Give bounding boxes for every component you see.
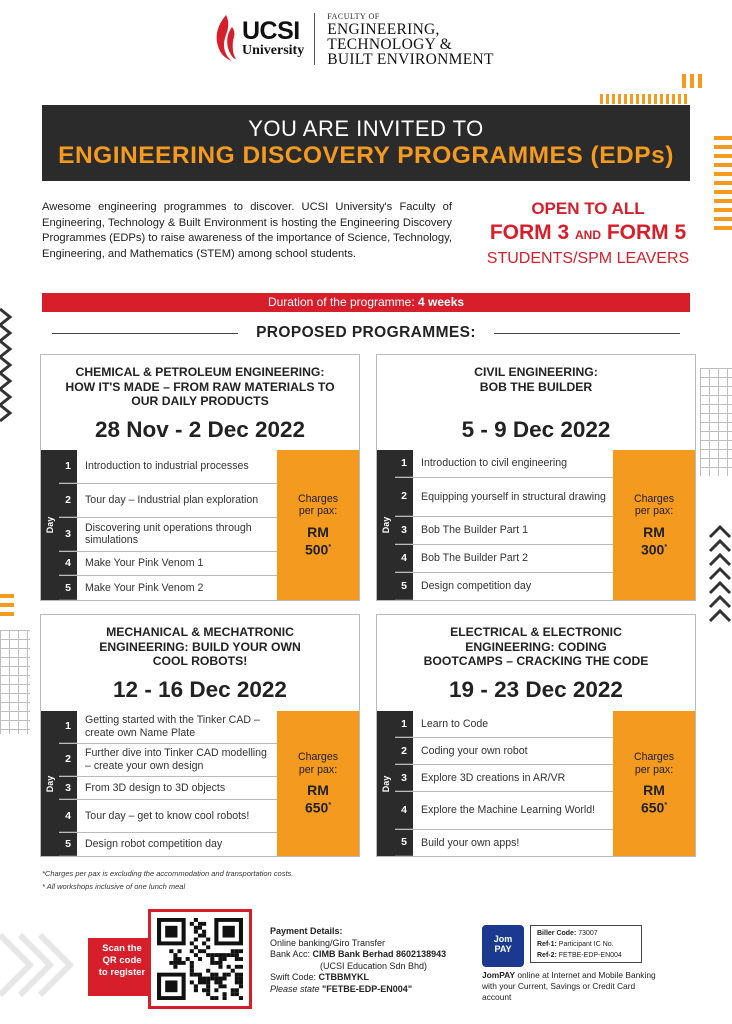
- price-asterisk: *: [664, 802, 668, 810]
- faculty-of-label: FACULTY OF: [327, 11, 380, 21]
- schedule-row: [395, 792, 613, 830]
- day-number: 2: [59, 744, 77, 776]
- day-number: 3: [395, 765, 413, 791]
- charges-label: Charges: [633, 492, 675, 505]
- day-number: 3: [59, 518, 77, 551]
- day-activity: Learn to Code: [421, 717, 489, 730]
- schedule-row: [59, 450, 277, 484]
- price-asterisk: *: [328, 802, 332, 810]
- payment-details: [270, 926, 446, 995]
- day-activity: Build your own apps!: [421, 836, 520, 849]
- price-amount: [305, 798, 331, 816]
- logo-university-text: University: [242, 43, 305, 58]
- programme-title-line: ELECTRICAL & ELECTRONIC: [450, 625, 622, 639]
- day-activity: Coding your own robot: [421, 744, 528, 757]
- day-number: 2: [59, 484, 77, 517]
- day-number: 2: [395, 478, 413, 516]
- day-number: 1: [59, 450, 77, 483]
- scan-qr-line-1: Scan the: [102, 943, 142, 954]
- ref-1: [537, 939, 635, 950]
- logo-divider: [314, 13, 315, 65]
- open-to-all-text: OPEN TO ALL: [531, 199, 645, 218]
- schedule-row: [395, 573, 613, 600]
- schedule-row: [395, 517, 613, 545]
- schedule-table: [41, 450, 359, 600]
- chevron-decoration-right: [706, 525, 732, 635]
- day-number: 5: [395, 573, 413, 600]
- scan-qr-line-2: QR code: [102, 955, 142, 966]
- day-column: [41, 711, 59, 856]
- programme-title-line: COOL ROBOTS!: [152, 654, 248, 668]
- schedule-table: [377, 711, 695, 856]
- bank-account: [270, 949, 446, 961]
- day-activity: Further dive into Tinker CAD modelling – create your own design: [85, 747, 267, 772]
- programme-title-line: BOOTCAMPS – CRACKING THE CODE: [423, 654, 649, 668]
- heading-rule-right: [494, 333, 680, 334]
- schedule-rows: [395, 450, 613, 600]
- day-activity: Explore the Machine Learning World!: [421, 804, 596, 817]
- day-activity: Introduction to civil engineering: [421, 457, 568, 470]
- day-activity: Explore 3D creations in AR/VR: [421, 772, 566, 785]
- swift-code: [270, 972, 446, 984]
- jompay-desc-bold: JomPAY: [482, 970, 516, 980]
- heading-rule-left: [52, 333, 238, 334]
- footnote-charges: *Charges per pax is excluding the accommodation and transportation costs.: [42, 869, 294, 878]
- day-activity: Make Your Pink Venom 2: [85, 581, 204, 594]
- ucsi-flame-icon: [212, 13, 238, 65]
- price-amount: [641, 540, 667, 558]
- charges-label: Charges: [297, 751, 339, 764]
- faculty-line-1: ENGINEERING,: [327, 20, 440, 38]
- programme-card-mechanical-mechatronic: [40, 614, 360, 857]
- day-column: [41, 450, 59, 600]
- account-name: (UCSI Education Sdn Bhd): [320, 960, 428, 971]
- day-activity: Bob The Builder Part 2: [421, 552, 528, 565]
- day-activity: From 3D design to 3D objects: [85, 781, 226, 794]
- biller-code-label: Biller Code:: [537, 930, 579, 937]
- jompay-description: [482, 970, 657, 1003]
- ref2-value: FETBE-EDP-EN004: [558, 952, 622, 959]
- scan-qr-line-3: to register: [98, 967, 146, 978]
- schedule-row: [395, 450, 613, 478]
- logo-ucsi-text: UCSI: [242, 17, 300, 45]
- eligibility-callout: [468, 198, 708, 269]
- footnote-meal: * All workshops inclusive of one lunch meal: [42, 882, 186, 891]
- qr-code[interactable]: [148, 909, 252, 1009]
- faculty-line-2: TECHNOLOGY &: [327, 35, 453, 53]
- day-label: Day: [381, 775, 391, 792]
- day-number: 1: [395, 711, 413, 737]
- price-value: 300: [640, 541, 665, 558]
- charges-box: [277, 450, 359, 600]
- schedule-row: [395, 545, 613, 573]
- faculty-line-3: BUILT ENVIRONMENT: [327, 50, 494, 68]
- day-label: Day: [45, 516, 55, 534]
- programme-card-chemical-petroleum: [40, 354, 360, 601]
- charges-label: Charges: [297, 492, 339, 505]
- payment-method: Online banking/Giro Transfer: [270, 937, 386, 948]
- qr-register-block: [88, 907, 253, 1009]
- price-amount: [305, 540, 331, 558]
- payment-heading: Payment Details:: [270, 926, 343, 936]
- proposed-programmes-title: PROPOSED PROGRAMMES:: [256, 324, 476, 341]
- price-amount: [641, 798, 667, 816]
- payment-reference: [270, 984, 446, 996]
- day-number: 5: [395, 830, 413, 856]
- footnotes: [42, 867, 293, 893]
- day-activity: Design competition day: [421, 580, 532, 593]
- banner-invite-text: YOU ARE INVITED TO: [248, 116, 484, 141]
- and-text: AND: [575, 228, 601, 242]
- day-number: 5: [59, 833, 77, 856]
- programme-title-line: BOB THE BUILDER: [479, 379, 593, 394]
- schedule-row: [395, 711, 613, 738]
- programme-title: [41, 365, 359, 409]
- programme-title-line: CHEMICAL & PETROLEUM ENGINEERING:: [75, 365, 325, 379]
- price-asterisk: *: [328, 543, 332, 551]
- per-pax-label: per pax:: [298, 763, 338, 776]
- biller-code-value: 73007: [578, 930, 598, 937]
- schedule-rows: [59, 450, 277, 600]
- grid-decoration-right: [700, 368, 732, 476]
- day-number: 4: [59, 552, 77, 576]
- jompay-desc-text: online at Internet and Mobile Banking with your Current, Savings or Credit Card account: [482, 970, 656, 1002]
- schedule-row: [59, 552, 277, 577]
- jompay-logo-top: Jom: [493, 934, 513, 944]
- banner-programme-title: ENGINEERING DISCOVERY PROGRAMMES (EDPs): [58, 142, 674, 169]
- day-activity: Introduction to industrial processes: [85, 460, 249, 473]
- charges-box: [277, 711, 359, 856]
- day-activity: Getting started with the Tinker CAD – create own Name Plate: [85, 714, 260, 739]
- schedule-table: [41, 711, 359, 856]
- scan-qr-label: [88, 938, 156, 996]
- students-text: STUDENTS/SPM LEAVERS: [486, 250, 690, 267]
- day-column: [377, 711, 395, 856]
- schedule-row: [59, 800, 277, 833]
- swift-label: Swift Code:: [270, 972, 319, 982]
- orange-bar-decoration: [682, 74, 704, 88]
- chevron-decoration-left: [0, 305, 14, 435]
- ucsi-logo: [212, 8, 494, 70]
- jompay-logo-bottom: PAY: [494, 944, 512, 954]
- form5-text: FORM 5: [606, 221, 687, 244]
- schedule-row: [395, 738, 613, 765]
- schedule-row: [59, 576, 277, 600]
- programme-title: [377, 625, 695, 669]
- swift-value: CTBBMYKL: [318, 972, 370, 982]
- orange-stripe-decoration: [600, 94, 690, 104]
- orange-bars-right-decoration: [714, 136, 732, 232]
- programme-date: 12 - 16 Dec 2022: [113, 677, 287, 702]
- schedule-row: [59, 744, 277, 777]
- currency-label: RM: [307, 523, 329, 540]
- qr-code-icon: [157, 918, 243, 1000]
- schedule-row: [59, 833, 277, 856]
- day-label: Day: [45, 775, 55, 792]
- day-number: 2: [395, 738, 413, 764]
- ref1-value: Participant IC No.: [558, 941, 614, 948]
- reference-label: Please state: [270, 983, 323, 994]
- duration-bar: [42, 293, 690, 312]
- ref2-label: Ref-2:: [537, 952, 559, 959]
- form3-text: FORM 3: [489, 221, 570, 244]
- currency-label: RM: [643, 782, 665, 799]
- charges-box: [613, 450, 695, 600]
- per-pax-label: per pax:: [298, 505, 338, 518]
- biller-info-box: [530, 925, 642, 963]
- programme-title-line: ENGINEERING: BUILD YOUR OWN: [99, 639, 301, 654]
- programme-card-civil: [376, 354, 696, 601]
- ref1-label: Ref-1:: [537, 941, 559, 948]
- schedule-row: [395, 830, 613, 856]
- orange-bars-left-decoration: [0, 594, 14, 616]
- day-activity: Tour day – get to know cool robots!: [85, 810, 250, 823]
- schedule-table: [377, 450, 695, 600]
- schedule-row: [59, 484, 277, 518]
- bank-acc-value: CIMB Bank Berhad 8602138943: [312, 949, 447, 959]
- programme-card-electrical-electronic: [376, 614, 696, 857]
- day-number: 3: [59, 777, 77, 800]
- programme-title: [41, 625, 359, 669]
- programme-title-line: CIVIL ENGINEERING:: [474, 365, 598, 379]
- proposed-programmes-heading: [42, 322, 690, 344]
- day-label: Day: [381, 516, 391, 534]
- schedule-row: [59, 518, 277, 552]
- programme-title-line: ENGINEERING: CODING: [465, 639, 607, 654]
- per-pax-label: per pax:: [634, 763, 674, 776]
- grid-decoration-left: [0, 630, 30, 734]
- schedule-rows: [395, 711, 613, 856]
- charges-box: [613, 711, 695, 856]
- duration-label: Duration of the programme:: [267, 295, 419, 309]
- day-number: 3: [395, 517, 413, 544]
- price-value: 650: [304, 799, 329, 816]
- day-activity: Make Your Pink Venom 1: [85, 557, 204, 570]
- ref-2: [537, 950, 635, 961]
- programme-title-line: OUR DAILY PRODUCTS: [131, 394, 269, 408]
- programme-date: 5 - 9 Dec 2022: [461, 417, 611, 442]
- price-asterisk: *: [664, 543, 668, 551]
- per-pax-label: per pax:: [634, 505, 674, 518]
- currency-label: RM: [307, 782, 329, 799]
- day-number: 1: [59, 711, 77, 743]
- schedule-row: [395, 765, 613, 792]
- programme-title-line: MECHANICAL & MECHATRONIC: [106, 625, 294, 639]
- day-activity: Design robot competition day: [85, 838, 223, 851]
- reference-value: "FETBE-EDP-EN004": [322, 983, 413, 994]
- schedule-row: [59, 777, 277, 801]
- price-value: 500: [304, 541, 329, 558]
- day-number: 4: [395, 792, 413, 829]
- day-activity: Discovering unit operations through simulations: [85, 521, 252, 547]
- day-number: 4: [395, 545, 413, 572]
- chevron-decoration-bottom: [0, 925, 80, 1005]
- biller-code: [537, 928, 635, 939]
- intro-paragraph: Awesome engineering programmes to discover. UCSI University's Faculty of Engineering, Technology & Built Environment is hosting the Engineering Discovery Programmes (EDPs) to raise awareness of the importance of Science, Technology, Engineering, and Mathematics (STEM) among school students.: [42, 201, 452, 260]
- jompay-logo: [482, 925, 524, 967]
- currency-label: RM: [643, 523, 665, 540]
- charges-label: Charges: [633, 751, 675, 764]
- day-number: 5: [59, 576, 77, 600]
- programme-title: [377, 365, 695, 394]
- programme-date: 28 Nov - 2 Dec 2022: [94, 417, 306, 442]
- duration-value: 4 weeks: [418, 295, 465, 309]
- day-column: [377, 450, 395, 600]
- day-activity: Bob The Builder Part 1: [421, 524, 528, 537]
- day-activity: Tour day – Industrial plan exploration: [85, 494, 259, 507]
- day-activity: Equipping yourself in structural drawing: [421, 490, 606, 503]
- programme-date: 19 - 23 Dec 2022: [449, 677, 623, 702]
- schedule-row: [59, 711, 277, 744]
- bank-acc-label: Bank Acc:: [270, 949, 313, 959]
- forms-text: [468, 220, 708, 248]
- price-value: 650: [640, 799, 665, 816]
- programme-title-line: HOW IT'S MADE – FROM RAW MATERIALS TO: [65, 379, 335, 394]
- title-banner: [42, 105, 690, 181]
- schedule-rows: [59, 711, 277, 856]
- schedule-row: [395, 478, 613, 517]
- faculty-name: [327, 12, 494, 67]
- day-number: 1: [395, 450, 413, 477]
- day-number: 4: [59, 800, 77, 832]
